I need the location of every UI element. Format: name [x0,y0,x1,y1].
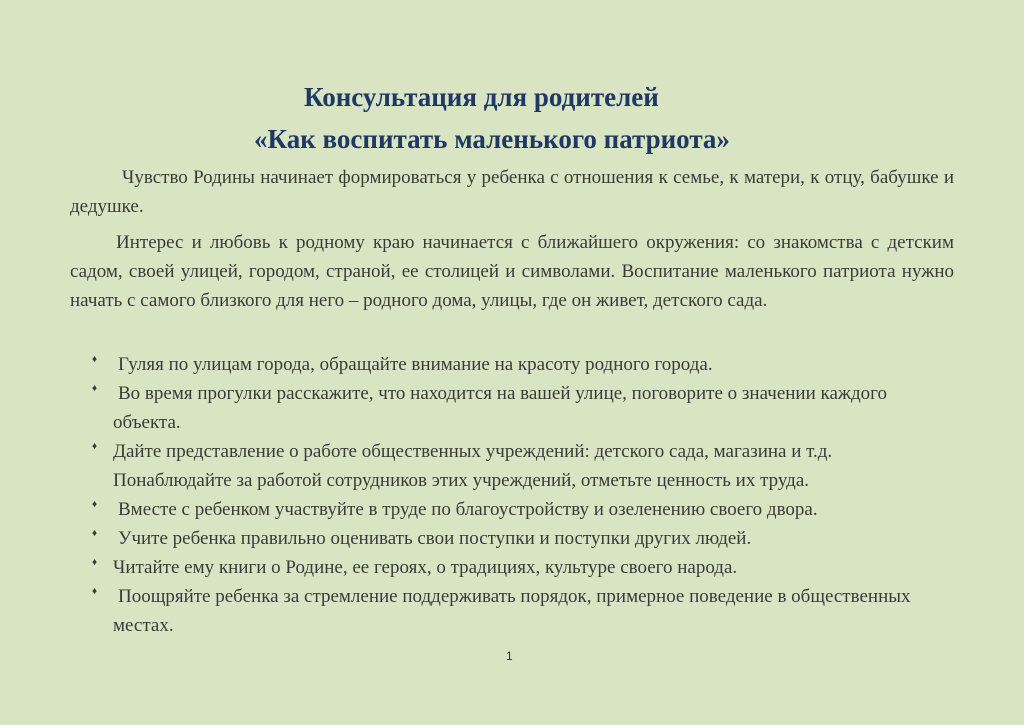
list-item [89,495,949,524]
paragraph-1: Чувство Родины начинает формироваться у ребенка с отношения к семье, к матери, к отцу, бабушке и дедушке. [70,167,954,217]
advice-list [89,350,949,640]
list-item [89,524,949,553]
diamond-bullet-icon: ♦ [92,441,98,452]
list-item-text: Читайте ему книги о Родине, ее героях, о традициях, культуре своего народа. [113,557,738,578]
diamond-bullet-icon: ♦ [92,383,98,394]
list-item-text: Вместе с ребенком участвуйте в труде по благоустройству и озеленению своего двора. [118,499,818,520]
list-item-text: Дайте представление о работе общественных учреждений: детского сада, магазина и т.д. Понаблюдайте за работой сотрудников этих учреждений, отметьте ценность их труда. [113,441,833,491]
list-item [89,350,949,379]
list-item-text: Учите ребенка правильно оценивать свои поступки и поступки других людей. [118,528,752,549]
paragraph-2: Интерес и любовь к родному краю начинается с ближайшего окружения: со знакомства с детским садом, своей улицей, городом, страной, ее столицей и символами. Воспитание маленького патриота нужно начать с самого близкого для него – родного дома, улицы, где он живет, детского сада. [70,232,954,311]
title-line-1: Консультация для родителей [304,82,659,112]
list-item [89,553,949,582]
title-line-2: «Как воспитать маленького патриота» [254,124,730,154]
diamond-bullet-icon: ♦ [92,528,98,539]
list-item [89,582,949,640]
diamond-bullet-icon: ♦ [92,557,98,568]
list-item-text: Гуляя по улицам города, обращайте внимание на красоту родного города. [118,354,713,375]
page-number: 1 [506,649,513,663]
list-item [89,379,949,437]
diamond-bullet-icon: ♦ [92,499,98,510]
list-item-text: Поощряйте ребенка за стремление поддерживать порядок, примерное поведение в общественных местах. [113,586,911,636]
list-item-text: Во время прогулки расскажите, что находится на вашей улице, поговорите о значении каждого объекта. [113,383,887,433]
diamond-bullet-icon: ♦ [92,586,98,597]
diamond-bullet-icon: ♦ [92,354,98,365]
list-item [89,437,949,495]
